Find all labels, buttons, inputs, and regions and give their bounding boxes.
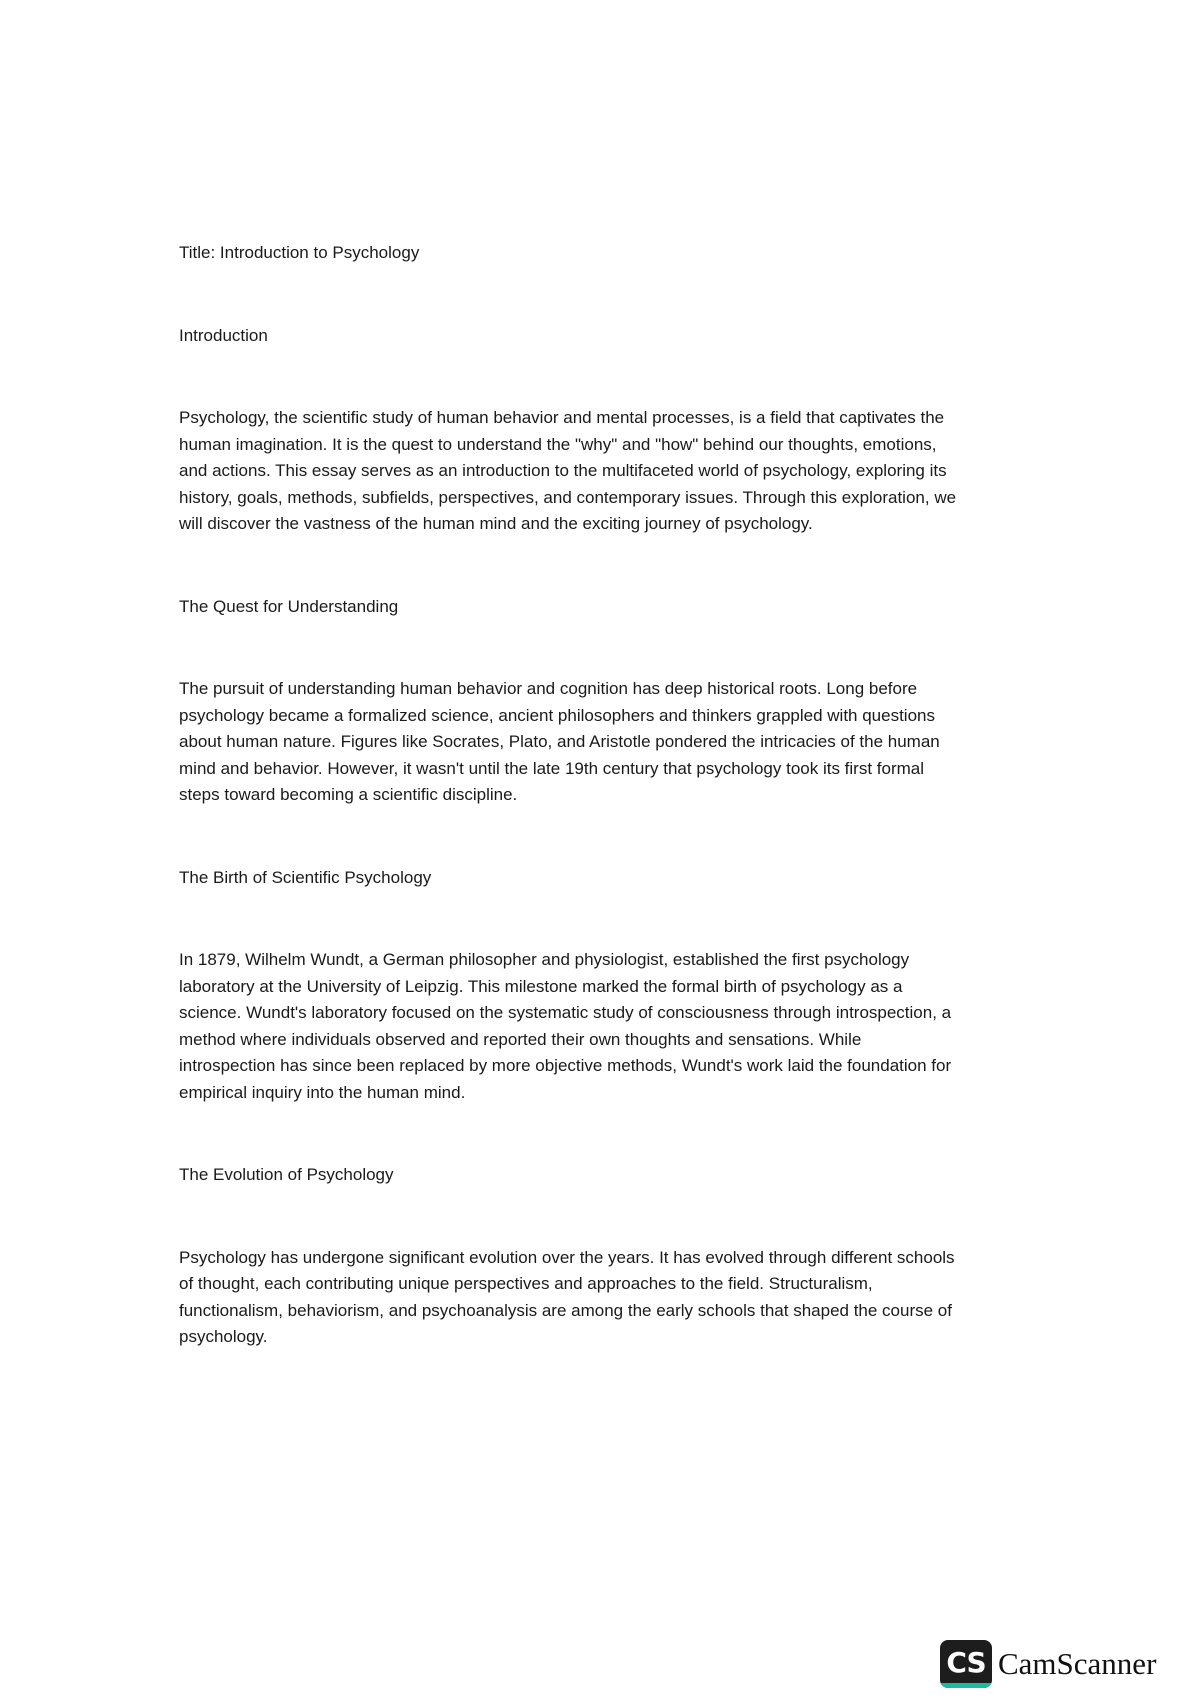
paragraph-line: introspection has since been replaced by more objective methods, Wundt's work laid the foundation for bbox=[179, 1056, 952, 1075]
paragraph-line: and actions. This essay serves as an introduction to the multifaceted world of psychology, exploring its bbox=[179, 461, 947, 480]
paragraph-line: Psychology has undergone significant evolution over the years. It has evolved through different schools bbox=[179, 1247, 955, 1267]
paragraph-quest bbox=[179, 676, 1029, 809]
section-heading-evolution: The Evolution of Psychology bbox=[179, 1165, 394, 1184]
paragraph-introduction bbox=[179, 405, 1029, 538]
paragraph-line: about human nature. Figures like Socrates, Plato, and Aristotle pondered the intricacies of the human bbox=[179, 732, 940, 751]
camscanner-badge-text: CS bbox=[946, 1645, 986, 1679]
paragraph-line: The pursuit of understanding human behavior and cognition has deep historical roots. Long before bbox=[179, 679, 918, 698]
paragraph-line: of thought, each contributing unique perspectives and approaches to the field. Structuralism, bbox=[179, 1274, 873, 1293]
paragraph-line: steps toward becoming a scientific discipline. bbox=[179, 785, 518, 804]
paragraph-line: history, goals, methods, subfields, perspectives, and contemporary issues. Through this exploration, we bbox=[179, 487, 957, 507]
paragraph-line: In 1879, Wilhelm Wundt, a German philosopher and physiologist, established the first psychology bbox=[179, 950, 910, 969]
paragraph-line: human imagination. It is the quest to understand the "why" and "how" behind our thoughts, emotions, bbox=[179, 434, 937, 454]
section-heading-birth: The Birth of Scientific Psychology bbox=[179, 867, 432, 887]
paragraph-birth bbox=[179, 947, 1029, 1106]
camscanner-brand-name: CamScanner bbox=[998, 1646, 1157, 1681]
camscanner-logo-icon bbox=[940, 1640, 992, 1688]
paragraph-line: psychology became a formalized science, ancient philosophers and thinkers grappled with questions bbox=[179, 705, 935, 725]
paragraph-line: will discover the vastness of the human mind and the exciting journey of psychology. bbox=[179, 514, 813, 533]
document-body bbox=[179, 240, 1029, 1407]
paragraph-evolution bbox=[179, 1245, 1029, 1351]
section-heading-quest: The Quest for Understanding bbox=[179, 596, 399, 616]
paragraph-line: Psychology, the scientific study of human behavior and mental processes, is a field that captivates the bbox=[179, 408, 945, 427]
paragraph-line: science. Wundt's laboratory focused on the systematic study of consciousness through introspection, a bbox=[179, 1003, 952, 1022]
paragraph-line: empirical inquiry into the human mind. bbox=[179, 1082, 466, 1102]
paragraph-line: mind and behavior. However, it wasn't until the late 19th century that psychology took its first formal bbox=[179, 758, 925, 778]
camscanner-watermark bbox=[940, 1636, 1156, 1692]
section-heading-introduction: Introduction bbox=[179, 325, 268, 345]
paragraph-line: method where individuals observed and reported their own thoughts and sensations. While bbox=[179, 1029, 862, 1049]
paragraph-line: functionalism, behaviorism, and psychoanalysis are among the early schools that shaped the course of bbox=[179, 1300, 952, 1320]
document-title: Title: Introduction to Psychology bbox=[179, 243, 420, 262]
paragraph-line: psychology. bbox=[179, 1327, 268, 1346]
paragraph-line: laboratory at the University of Leipzig. This milestone marked the formal birth of psychology as a bbox=[179, 976, 903, 996]
